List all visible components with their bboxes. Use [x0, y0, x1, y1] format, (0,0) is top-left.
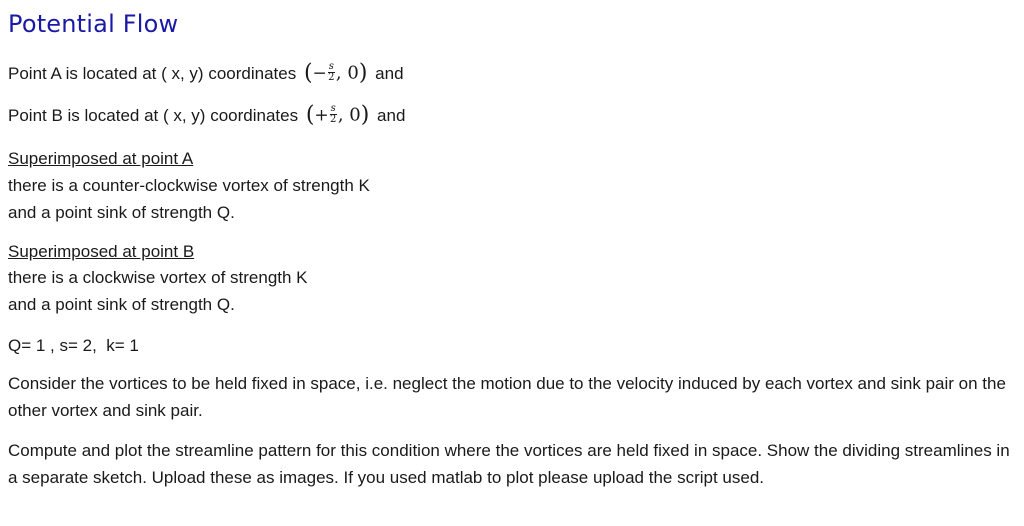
section-b-heading: Superimposed at point B	[8, 242, 195, 261]
point-a-sign: −	[312, 63, 327, 84]
point-b-coordinate	[305, 102, 370, 128]
point-a-suffix: and	[375, 64, 404, 83]
section-b-line-1: there is a clockwise vortex of strength K	[8, 268, 308, 287]
point-b-suffix: and	[377, 106, 406, 125]
point-a-prefix: Point A is located at ( x, y) coordinates	[8, 64, 297, 83]
point-b-sign: +	[314, 105, 329, 126]
point-b-rest: , 0	[337, 104, 361, 126]
point-a-rest: , 0	[335, 62, 359, 84]
point-a-coordinate	[303, 60, 368, 86]
point-a-line	[8, 60, 404, 86]
open-paren: (	[303, 60, 313, 86]
close-paren: )	[360, 102, 370, 128]
open-paren: (	[305, 102, 315, 128]
section-a-line-1: there is a counter-clockwise vortex of strength K	[8, 176, 370, 195]
compute-paragraph: Compute and plot the streamline pattern for this condition where the vortices are held fixed in space. Show the dividing streamlines in a separate sketch. Upload these as images. If you used matlab to plot please upload the script used.	[8, 441, 1010, 487]
section-a-heading: Superimposed at point A	[8, 149, 194, 168]
s-over-2-fraction	[330, 104, 337, 125]
fraction-numerator: s	[330, 103, 336, 115]
page-title: Potential Flow	[8, 10, 179, 38]
s-over-2-fraction	[328, 62, 335, 83]
point-b-line	[8, 102, 406, 128]
parameters-line: Q= 1 , s= 2, k= 1	[8, 336, 139, 355]
section-a-line-2: and a point sink of strength Q.	[8, 203, 235, 222]
section-b-line-2: and a point sink of strength Q.	[8, 295, 235, 314]
fraction-numerator: s	[328, 61, 334, 73]
fraction-denominator: 2	[328, 72, 335, 84]
close-paren: )	[358, 60, 368, 86]
consider-paragraph: Consider the vortices to be held fixed in space, i.e. neglect the motion due to the velocity induced by each vortex and sink pair on the other vortex and sink pair.	[8, 374, 1006, 420]
fraction-denominator: 2	[330, 114, 337, 126]
point-b-prefix: Point B is located at ( x, y) coordinates	[8, 106, 299, 125]
